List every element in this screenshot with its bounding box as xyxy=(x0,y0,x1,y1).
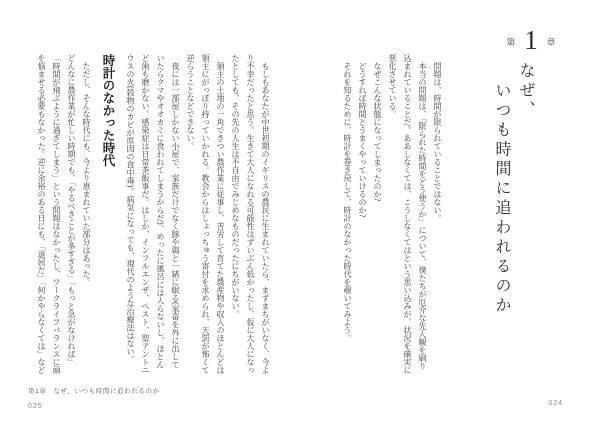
paragraph: ただし、そんな時代にも、今より恵まれていた部分はあった。 xyxy=(82,62,91,286)
paragraph: どうすれば時間とうまくやっていけるのか? xyxy=(358,62,367,218)
running-head xyxy=(28,386,160,395)
right-page xyxy=(300,0,600,424)
paragraph: 本当の問題は、「限られた時間をどう使うか」について、僕たちが厄介な先入観を刷り込まれていることだ。ああしなくては、こうしなくてはという思い込みが、状況を確実に悪化させている。 xyxy=(388,54,427,374)
right-page-body xyxy=(337,54,445,374)
chapter-title-line: いつも時間に追われるのか xyxy=(493,82,510,316)
paragraph: 領主の土地の一角できつい農作業に従事し、苦労して育てた農産物や収入のほとんどは領主にがっぽり持っていかれる。教会からはしょっちゅう寄付を求められ、天罰が怖くて逆らうことなどできない。 xyxy=(186,54,225,374)
paragraph: 夜には一部屋しかない小屋で、家族だけでなく豚や鶏と一緒に眠る(家畜を外に出していたらクマやオオカミに食われてしまうからだ)。めったに風呂には入らないし、ほとんど歯も磨かない。感染症は日常茶飯事だ。はしか、インフルエンザ、ペスト、聖アントニウスの火(穀物のカビが原因の食中毒)。病気になっても、現代のような治療法はない。 xyxy=(126,54,180,374)
page-number-left: 025 xyxy=(28,403,43,410)
paragraph: もしもあなたが中世初期のイギリスの農民に生まれていたら、まずまちがいなく、今より不幸だったと思う。生きて大人になれる可能性はずいぶん低かったし、仮に大人になったとしても、その先の人生は不自由でみじめなものだったにちがいない。 xyxy=(231,54,270,374)
chapter-marker-suffix: 章 xyxy=(546,37,556,47)
page-number-right: 024 xyxy=(548,400,563,407)
section-heading: 時計のなかった時代 xyxy=(101,54,115,167)
paragraph: それを知るために、時計を巻き戻して、時計のなかった時代を覗いてみよう。 xyxy=(343,62,352,342)
left-page-body xyxy=(25,54,273,374)
running-head-chapter-label: 第1章 xyxy=(28,388,47,395)
running-head-chapter-title: なぜ、いつも時間に追われるのか xyxy=(53,388,160,395)
chapter-title-line: なぜ、 xyxy=(517,62,534,121)
chapter-marker xyxy=(496,24,566,56)
chapter-marker-prefix: 第 xyxy=(506,37,516,47)
paragraph: どんなに農作業が忙しい時期でも、「やるべきことが多すぎる」「もっと急がなければ」「時間が飛ぶように過ぎてしまう」という問題はなかったし、ワークライフバランスに頭を悩ませる必要もなかった。逆に余裕のある日にも、「退屈だ」「何かやらなくては」など xyxy=(37,54,76,374)
paragraph: 問題は、時間が限られていることではない。 xyxy=(433,62,442,222)
chapter-number: 1 xyxy=(524,24,538,55)
paragraph: なぜこんな状態になってしまったのか? xyxy=(373,62,382,202)
chapter-title xyxy=(489,62,537,324)
